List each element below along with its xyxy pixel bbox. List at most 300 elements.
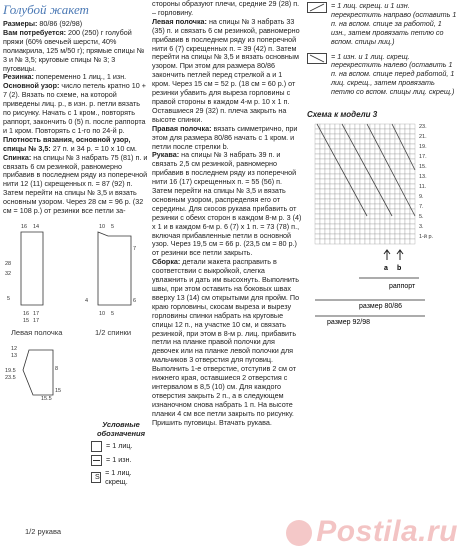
legend-knit-text: = 1 лиц.: [106, 441, 133, 451]
chart-cell: [350, 214, 355, 219]
right-front-paragraph: [152, 125, 302, 152]
chart-cell: [410, 134, 415, 139]
chart-cell: [385, 199, 390, 204]
chart-cell: [330, 214, 335, 219]
chart-cell: [315, 139, 320, 144]
chart-cell: [350, 134, 355, 139]
chart-cell: [325, 174, 330, 179]
chart-cell: [410, 219, 415, 224]
chart-cell: [325, 204, 330, 209]
chart-cell: [320, 184, 325, 189]
chart-cell: [380, 179, 385, 184]
chart-cell: [360, 124, 365, 129]
chart-grid: [315, 124, 415, 244]
chart-cell: [380, 139, 385, 144]
chart-cell: [375, 129, 380, 134]
watermark-text: Postila.ru: [316, 515, 458, 548]
left-front-label: Левая полочка:: [152, 16, 207, 26]
chart-cell: [345, 154, 350, 159]
column-2: [152, 0, 302, 428]
chart-cell: [315, 149, 320, 154]
chart-cell: [405, 139, 410, 144]
chart-cell: [335, 129, 340, 134]
chart-cell: [360, 219, 365, 224]
chart-cell: [320, 149, 325, 154]
caption-back: 1/2 спинки: [95, 327, 132, 337]
chart-cell: [405, 134, 410, 139]
chart-cell: [325, 154, 330, 159]
chart-cell: [315, 189, 320, 194]
chart-cell: [355, 229, 360, 234]
chart-cell: [330, 139, 335, 144]
chart-cell: [375, 204, 380, 209]
schema-num: 14: [33, 223, 40, 230]
chart-cell: [375, 194, 380, 199]
chart-row-label: 19.: [419, 143, 427, 150]
chart-cell: [395, 139, 400, 144]
chart-cell: [350, 169, 355, 174]
chart-cell: [380, 229, 385, 234]
chart-cell: [410, 194, 415, 199]
chart-cell: [345, 199, 350, 204]
chart-cell: [335, 209, 340, 214]
sleeve-num: 8: [55, 365, 59, 372]
chart-cell: [345, 234, 350, 239]
chart-cell: [390, 214, 395, 219]
chart-cell: [330, 199, 335, 204]
sleeves-label: Рукава:: [152, 150, 180, 160]
chart-row-labels: [419, 124, 434, 240]
chart-cell: [335, 149, 340, 154]
chart-cell: [410, 174, 415, 179]
chart-cell: [315, 154, 320, 159]
chart-cell: [395, 154, 400, 159]
sleeve-num: 12: [11, 345, 18, 352]
schema-num: 5: [111, 310, 115, 317]
chart-cell: [340, 194, 345, 199]
chart-cell: [380, 209, 385, 214]
chart-cell: [395, 124, 400, 129]
chart-cell: [350, 199, 355, 204]
chart-cell: [410, 139, 415, 144]
chart-cell: [355, 184, 360, 189]
sizes-value: 80/86 (92/98): [37, 19, 83, 28]
sleeve-num: 13: [11, 352, 18, 359]
chart-cell: [350, 239, 355, 244]
main-pattern-paragraph: [3, 82, 148, 135]
chart-cell: [315, 219, 320, 224]
chart-cell: [355, 129, 360, 134]
sleeve-shape: [23, 350, 53, 395]
chart-cell: [385, 134, 390, 139]
knitting-chart: [307, 120, 457, 330]
chart-cell: [325, 224, 330, 229]
chart-cell: [335, 189, 340, 194]
chart-cell: [315, 179, 320, 184]
chart-cell: [385, 234, 390, 239]
chart-cell: [330, 209, 335, 214]
chart-cell: [335, 229, 340, 234]
chart-cell: [325, 219, 330, 224]
chart-cell: [390, 159, 395, 164]
chart-cell: [325, 124, 330, 129]
chart-cell: [390, 154, 395, 159]
chart-cell: [385, 239, 390, 244]
chart-cell: [335, 204, 340, 209]
chart-cell: [405, 159, 410, 164]
chart-cell: [395, 169, 400, 174]
chart-cell: [325, 229, 330, 234]
chart-cell: [385, 229, 390, 234]
chart-row-label: 17.: [419, 153, 427, 160]
assembly-value: детали жакета расправить в соответствии с выкройкой, слегка увлажнить и дать им высохнуть. Выполнить швы, при этом оставить на боковых швах вверху 13 (14) см открытыми для пройм. По краю горловины, скосам выреза и вырезу горловины спинки набрать на круговые спицы 12 п., на участке 10 см, и связать резинкой, при этом в 8-м р. лиц. прибавить петли на планке правой полочки для девочек или на планке левой полочки для мальчиков 3 отверстия для пуговиц. Выполнить 1-е отверстие, отступив 2 см от нижнего края, оставшиеся 2 отверстия с интервалом в 8,5 (10) см. Для каждого отверстия закрыть 2 п., а в следующем изнаночном снова набрать 1 п. На высоте планки 4 см все петли закрыть по рисунку. Пришить пуговицы. Втачать рукава.: [152, 257, 300, 427]
schema-num: 7: [133, 245, 137, 252]
chart-cell: [350, 164, 355, 169]
chart-cell: [365, 139, 370, 144]
chart-cell: [330, 129, 335, 134]
chart-cell: [395, 214, 400, 219]
chart-cell: [340, 144, 345, 149]
chart-cell: [355, 174, 360, 179]
chart-cell: [345, 124, 350, 129]
chart-cell: [325, 239, 330, 244]
chart-cell: [345, 184, 350, 189]
chart-cell: [380, 144, 385, 149]
chart-cell: [345, 219, 350, 224]
chart-cell: [385, 224, 390, 229]
chart-cell: [320, 179, 325, 184]
chart-cell: [355, 239, 360, 244]
chart-cell: [320, 144, 325, 149]
chart-cell: [380, 184, 385, 189]
chart-cell: [365, 144, 370, 149]
cross-right-symbol-icon: [307, 2, 327, 13]
chart-cell: [355, 159, 360, 164]
chart-cell: [360, 199, 365, 204]
chart-cell: [340, 189, 345, 194]
chart-cell: [330, 169, 335, 174]
chart-cell: [370, 209, 375, 214]
legend-twisted-text: = 1 лиц. скрещ.: [105, 468, 132, 486]
chart-cell: [345, 159, 350, 164]
chart-cell: [400, 234, 405, 239]
chart-cell: [400, 199, 405, 204]
chart-cell: [370, 229, 375, 234]
chart-cell: [325, 184, 330, 189]
chart-cell: [320, 159, 325, 164]
chart-cell: [365, 214, 370, 219]
chart-cell: [405, 144, 410, 149]
chart-cell: [355, 204, 360, 209]
chart-cell: [380, 169, 385, 174]
chart-cell: [370, 189, 375, 194]
chart-cell: [380, 219, 385, 224]
chart-cell: [330, 229, 335, 234]
chart-cell: [365, 159, 370, 164]
chart-cell: [345, 204, 350, 209]
chart-cell: [365, 219, 370, 224]
chart-row-label: 1-й р.: [419, 233, 434, 240]
chart-cell: [340, 139, 345, 144]
chart-cell: [355, 209, 360, 214]
chart-row-label: 21.: [419, 133, 427, 140]
legend-title-1: Условные: [102, 420, 140, 429]
chart-cell: [325, 159, 330, 164]
chart-cell: [360, 129, 365, 134]
chart-cell: [390, 149, 395, 154]
chart-cell: [410, 124, 415, 129]
caption-left-front: Левая полочка: [11, 327, 63, 337]
chart-cell: [380, 124, 385, 129]
rib-label: Резинка:: [3, 72, 34, 82]
chart-cell: [335, 224, 340, 229]
sizes-label: Размеры:: [3, 19, 38, 28]
chart-cell: [330, 224, 335, 229]
chart-cell: [345, 194, 350, 199]
chart-cell: [375, 164, 380, 169]
chart-cell: [360, 234, 365, 239]
chart-cell: [355, 214, 360, 219]
chart-cell: [360, 194, 365, 199]
chart-cell: [330, 164, 335, 169]
arrow-b-icon: [397, 250, 403, 260]
chart-cell: [390, 234, 395, 239]
chart-cell: [325, 199, 330, 204]
chart-cell: [390, 239, 395, 244]
chart-cell: [340, 129, 345, 134]
chart-cell: [405, 164, 410, 169]
chart-cell: [315, 199, 320, 204]
chart-cell: [320, 224, 325, 229]
chart-cell: [385, 144, 390, 149]
schema-num: 32: [5, 270, 12, 277]
chart-cell: [325, 179, 330, 184]
arrow-a-icon: [384, 250, 390, 260]
chart-cell: [380, 164, 385, 169]
chart-cell: [375, 149, 380, 154]
chart-cell: [400, 209, 405, 214]
chart-cell: [400, 154, 405, 159]
chart-cell: [340, 134, 345, 139]
chart-cell: [405, 234, 410, 239]
sleeve-num: 19.5: [5, 367, 16, 374]
chart-cell: [330, 134, 335, 139]
chart-cell: [360, 134, 365, 139]
chart-cell: [385, 124, 390, 129]
chart-cell: [325, 164, 330, 169]
chart-cell: [375, 209, 380, 214]
chart-cell: [370, 184, 375, 189]
chart-cell: [325, 194, 330, 199]
chart-cell: [335, 234, 340, 239]
chart-cell: [370, 159, 375, 164]
chart-cell: [405, 174, 410, 179]
chart-cell: [370, 214, 375, 219]
left-front-value: на спицы № 3 набрать 33 (35) п. и связать 6 см резинкой, равномерно прибавив в последнем ряду из поперечной нити 6 (7) скрещенных п. = 39 (42) п. Затем перейти на спицы № 3,5 и вязать основным узором. При этом для размера 80/86 закончить петлей перед стрелкой а и 1 кром. Через 15 см = 52 р. (18 см = 60 р.) от резинки убавить для выреза горловины с правой стороны в каждом 4-м р. 10 х 1 п. Оставшиеся 29 (32) п. плеча закрыть на высоте спинки.: [152, 16, 300, 124]
cross-right-text: = 1 лиц. скрещ. и 1 изн. перекрестить направо (оставить 1 п. на вспом. спице за работой, 1 изн., затем провязать петлю со вспом. спицы лиц.): [331, 1, 457, 46]
chart-cell: [350, 174, 355, 179]
chart-cell: [340, 229, 345, 234]
schema-num: 10: [99, 223, 106, 230]
chart-cell: [395, 239, 400, 244]
chart-cell: [360, 139, 365, 144]
cross-left-symbol-icon: [307, 53, 327, 64]
chart-cell: [365, 149, 370, 154]
chart-row-label: 23.: [419, 123, 427, 130]
legend-purl-text: = 1 изн.: [106, 455, 132, 465]
chart-cell: [350, 124, 355, 129]
chart-cell: [335, 214, 340, 219]
sleeve-num: 23.5: [5, 374, 16, 381]
chart-cell: [405, 179, 410, 184]
assembly-label: Сборка:: [152, 257, 181, 267]
chart-cell: [345, 139, 350, 144]
chart-cell: [370, 124, 375, 129]
chart-cell: [360, 229, 365, 234]
chart-cell: [340, 234, 345, 239]
chart-cell: [365, 179, 370, 184]
repeat-label: раппорт: [389, 282, 416, 290]
chart-cell: [320, 169, 325, 174]
chart-cell: [350, 179, 355, 184]
chart-cell: [400, 239, 405, 244]
arrow-a-label: a: [384, 264, 388, 272]
chart-cell: [340, 219, 345, 224]
chart-cell: [365, 199, 370, 204]
chart-cell: [410, 179, 415, 184]
chart-cell: [360, 149, 365, 154]
chart-cell: [405, 124, 410, 129]
chart-cell: [385, 214, 390, 219]
chart-cell: [375, 239, 380, 244]
chart-cell: [340, 209, 345, 214]
schema-num: 17: [33, 317, 40, 324]
chart-cell: [370, 194, 375, 199]
chart-cell: [360, 169, 365, 174]
chart-cell: [315, 174, 320, 179]
pattern-schematic: [3, 220, 148, 400]
chart-cell: [380, 159, 385, 164]
density-value: 27 п. и 34 р. = 10 х 10 см.: [50, 143, 137, 153]
chart-cell: [325, 169, 330, 174]
chart-cell: [330, 189, 335, 194]
chart-cell: [330, 144, 335, 149]
chart-cell: [320, 154, 325, 159]
chart-cell: [380, 204, 385, 209]
chart-cell: [315, 214, 320, 219]
chart-cell: [340, 239, 345, 244]
chart-cell: [335, 124, 340, 129]
chart-cell: [345, 144, 350, 149]
chart-cell: [370, 144, 375, 149]
chart-cell: [325, 189, 330, 194]
chart-cell: [395, 224, 400, 229]
chart-cell: [315, 134, 320, 139]
chart-cell: [390, 194, 395, 199]
chart-cell: [410, 239, 415, 244]
chart-cell: [410, 199, 415, 204]
chart-cell: [350, 219, 355, 224]
chart-cell: [340, 149, 345, 154]
chart-cell: [325, 149, 330, 154]
chart-cell: [315, 159, 320, 164]
chart-cell: [395, 199, 400, 204]
chart-cell: [395, 159, 400, 164]
chart-cell: [370, 199, 375, 204]
chart-cell: [385, 194, 390, 199]
chart-cell: [380, 174, 385, 179]
chart-cell: [320, 139, 325, 144]
chart-cell: [360, 184, 365, 189]
cross-left-row: [307, 53, 457, 98]
chart-cell: [390, 229, 395, 234]
chart-cell: [360, 189, 365, 194]
chart-cell: [365, 184, 370, 189]
size-1-label: размер 80/86: [359, 302, 402, 310]
chart-cell: [410, 234, 415, 239]
chart-cell: [375, 179, 380, 184]
materials-label: Вам потребуется:: [3, 27, 67, 37]
chart-cell: [350, 129, 355, 134]
chart-cell: [325, 234, 330, 239]
sleeve-num: 15.5: [41, 395, 52, 400]
shoulder-text: стороны образуют плечи, средние 29 (28) п. – горловину.: [152, 0, 300, 17]
chart-cell: [355, 179, 360, 184]
chart-cell: [345, 229, 350, 234]
chart-cell: [320, 209, 325, 214]
cross-right-row: [307, 2, 457, 47]
back-paragraph: [3, 154, 148, 216]
chart-cell: [330, 194, 335, 199]
chart-cell: [355, 224, 360, 229]
chart-cell: [350, 209, 355, 214]
chart-cell: [350, 234, 355, 239]
chart-cell: [375, 224, 380, 229]
chart-cell: [315, 164, 320, 169]
caption-sleeve: 1/2 рукава: [25, 527, 62, 536]
chart-cell: [370, 224, 375, 229]
chart-row-label: 7.: [419, 203, 424, 210]
chart-cell: [340, 154, 345, 159]
chart-cell: [410, 224, 415, 229]
chart-cell: [315, 194, 320, 199]
chart-cell: [320, 199, 325, 204]
chart-cell: [340, 159, 345, 164]
chart-cell: [340, 214, 345, 219]
twisted-knit-symbol-icon: S: [91, 472, 101, 483]
chart-cell: [355, 164, 360, 169]
chart-cell: [335, 184, 340, 189]
chart-cell: [395, 229, 400, 234]
chart-cell: [405, 189, 410, 194]
legend-block: [91, 420, 151, 487]
chart-cell: [400, 204, 405, 209]
chart-cell: [370, 239, 375, 244]
chart-cell: [320, 189, 325, 194]
sleeves-paragraph: [152, 151, 302, 258]
chart-cell: [330, 204, 335, 209]
chart-cell: [395, 189, 400, 194]
chart-cell: [410, 154, 415, 159]
main-pattern-value: число петель кратно 10 + 7 (2). Вязать по схеме, на которой приведены лиц. р., в изн. р. петли вязать по рисунку. Начать с 1 кром., повторять раппорт, закончить 0 (5) п. после раппорта и 1 кром. Повторять с 1-го по 24-й р.: [3, 81, 146, 135]
chart-cell: [385, 149, 390, 154]
arrow-b-label: b: [397, 264, 402, 272]
chart-cell: [400, 124, 405, 129]
chart-cell: [390, 224, 395, 229]
chart-cell: [385, 219, 390, 224]
chart-cell: [340, 179, 345, 184]
chart-cell: [400, 169, 405, 174]
